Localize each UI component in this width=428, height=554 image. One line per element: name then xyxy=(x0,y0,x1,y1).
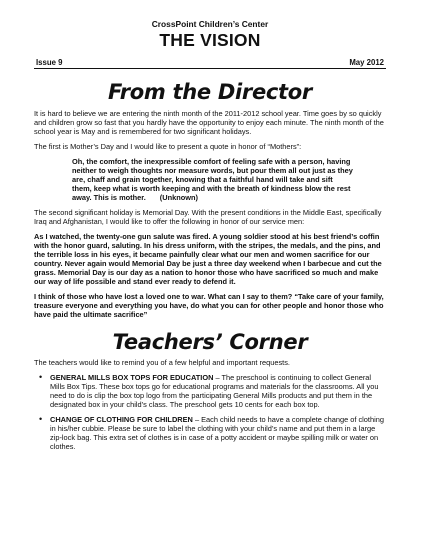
director-paragraph-5: I think of those who have lost a loved one to war. What can I say to them? “Take care of your family, treasure everyone and everything you have, do what you can for other people and honor those who have paid the ultimate sacrifice” xyxy=(34,292,384,320)
issue-row xyxy=(34,58,386,67)
issue-date: May 2012 xyxy=(349,58,384,67)
director-paragraph-3: The second significant holiday is Memorial Day. With the present conditions in the Middle East, specifically Iraq and Afghanistan, I would like to offer the following in honor of our service men: xyxy=(34,208,382,227)
list-item xyxy=(50,415,386,451)
item-text: – Each child needs to have a complete change of clothing in his/her cubbie. Please be sure to label the clothing with your child’s name and put them in a large zip-lock bag. This extra set of clothes is in case of a potty accident or maybe spilling milk or water on clothes. xyxy=(50,415,384,452)
issue-number: Issue 9 xyxy=(36,58,63,67)
quote-text: Oh, the comfort, the inexpressible comfort of feeling safe with a person, having neither to weigh thoughts nor measure words, but pour them all out just as they are, chaff and grain together, knowing that a faithful hand will take and sift them, keep what is worth keeping and with the breath of kindness blow the rest away. This is mother. xyxy=(72,157,353,203)
mothers-quote xyxy=(72,157,354,202)
newsletter-title: THE VISION xyxy=(159,30,261,50)
item-text: – The preschool is continuing to collect General Mills Box Tips. These box tops go for educational programs and materials for the classrooms. All you need to do is clip the box top logo from the participating General Mills products and put them in the designated box in your child’s class. The preschool gets 10 cents for each box top. xyxy=(50,373,379,410)
teachers-intro: The teachers would like to remind you of a few helpful and important requests. xyxy=(34,358,290,368)
list-item xyxy=(50,373,386,409)
quote-attribution: (Unknown) xyxy=(159,193,198,203)
header-divider xyxy=(34,68,386,69)
director-paragraph-1: It is hard to believe we are entering the ninth month of the 2011-2012 school year. Time goes by so quickly and children grow so fast that you hardly have the opportunity to enjoy each minute. The ninth month of the school year is May and is remembered for two significant holidays. xyxy=(34,109,384,136)
item-lead: GENERAL MILLS BOX TOPS FOR EDUCATION xyxy=(50,373,214,383)
teachers-list xyxy=(34,373,386,451)
director-heading: From the Director xyxy=(108,80,312,104)
item-lead: CHANGE OF CLOTHING FOR CHILDREN xyxy=(50,415,193,425)
teachers-heading: Teachers’ Corner xyxy=(112,330,308,355)
director-paragraph-4: As I watched, the twenty-one gun salute was fired. A young soldier stood at his best friend’s coffin with the honor guard, saluting. In his dress uniform, with the stripes, the medals, and the pins, and the terrible loss in his eyes, it became painfully clear what our men and women sacrifice for our country. Never again would Memorial Day be just a three day weekend when I barbecue and cut the grass. Memorial Day is our day as a nation to honor those who have sacrificed so much and make our way of life possible and stand ever ready to defend it. xyxy=(34,232,382,287)
organization-name: CrossPoint Children’s Center xyxy=(151,19,269,29)
director-paragraph-2: The first is Mother’s Day and I would like to present a quote in honor of “Mothers”: xyxy=(34,142,302,151)
